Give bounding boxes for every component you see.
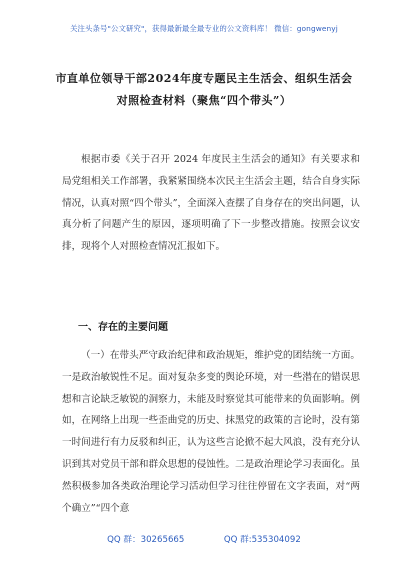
footer-contact bbox=[0, 533, 408, 545]
section-paragraph bbox=[62, 345, 360, 519]
qq-group-label-2: QQ 群:535304092 bbox=[223, 535, 301, 545]
intro-text: 根据市委《关于召开 2024 年度民主生活会的通知》有关要求和局党组相关工作部署，我紧紧围绕本次民主生活会主题，结合自身实际情况，认真对照“四个带头”，全面深入查摆了自身存在的突出问题，认真分析了问题产生的原因，逐项明确了下一步整改措施。按照会议安排，现将个人对照检查情况汇报如下。 bbox=[62, 154, 360, 253]
header-banner: 关注头条号"公文研究"，获得最新最全最专业的公文资料库！ 微信：gongwenyj bbox=[70, 24, 338, 33]
qq-group-label-1: QQ 群：30265665 bbox=[107, 535, 185, 545]
document-title-line-2: 对照检查材料（聚焦“四个带头”） bbox=[116, 94, 292, 107]
section-heading: 一、存在的主要问题 bbox=[78, 322, 168, 333]
section-paragraph-text: （一）在带头严守政治纪律和政治规矩，维护党的团结统一方面。一是政治敏锐性不足。面对复杂多变的舆论环境，对一些潜在的错误思想和言论缺乏敏锐的洞察力，未能及时察觉其可能带来的负面影响。例如，在网络上出现一些歪曲党的历史、抹黑党的政策的言论时，没有第一时间进行有力反驳和纠正，认为这些言论掀不起大风浪，没有充分认识到其对党员干部和群众思想的侵蚀性。二是政治理论学习表面化。虽然积极参加各类政治理论学习活动但学习往往停留在文字表面，对“两个确立”“四个意 bbox=[62, 350, 360, 514]
document-title-line-1: 市直单位领导干部2024年度专题民主生活会、组织生活会 bbox=[55, 72, 353, 85]
intro-paragraph bbox=[62, 149, 360, 258]
